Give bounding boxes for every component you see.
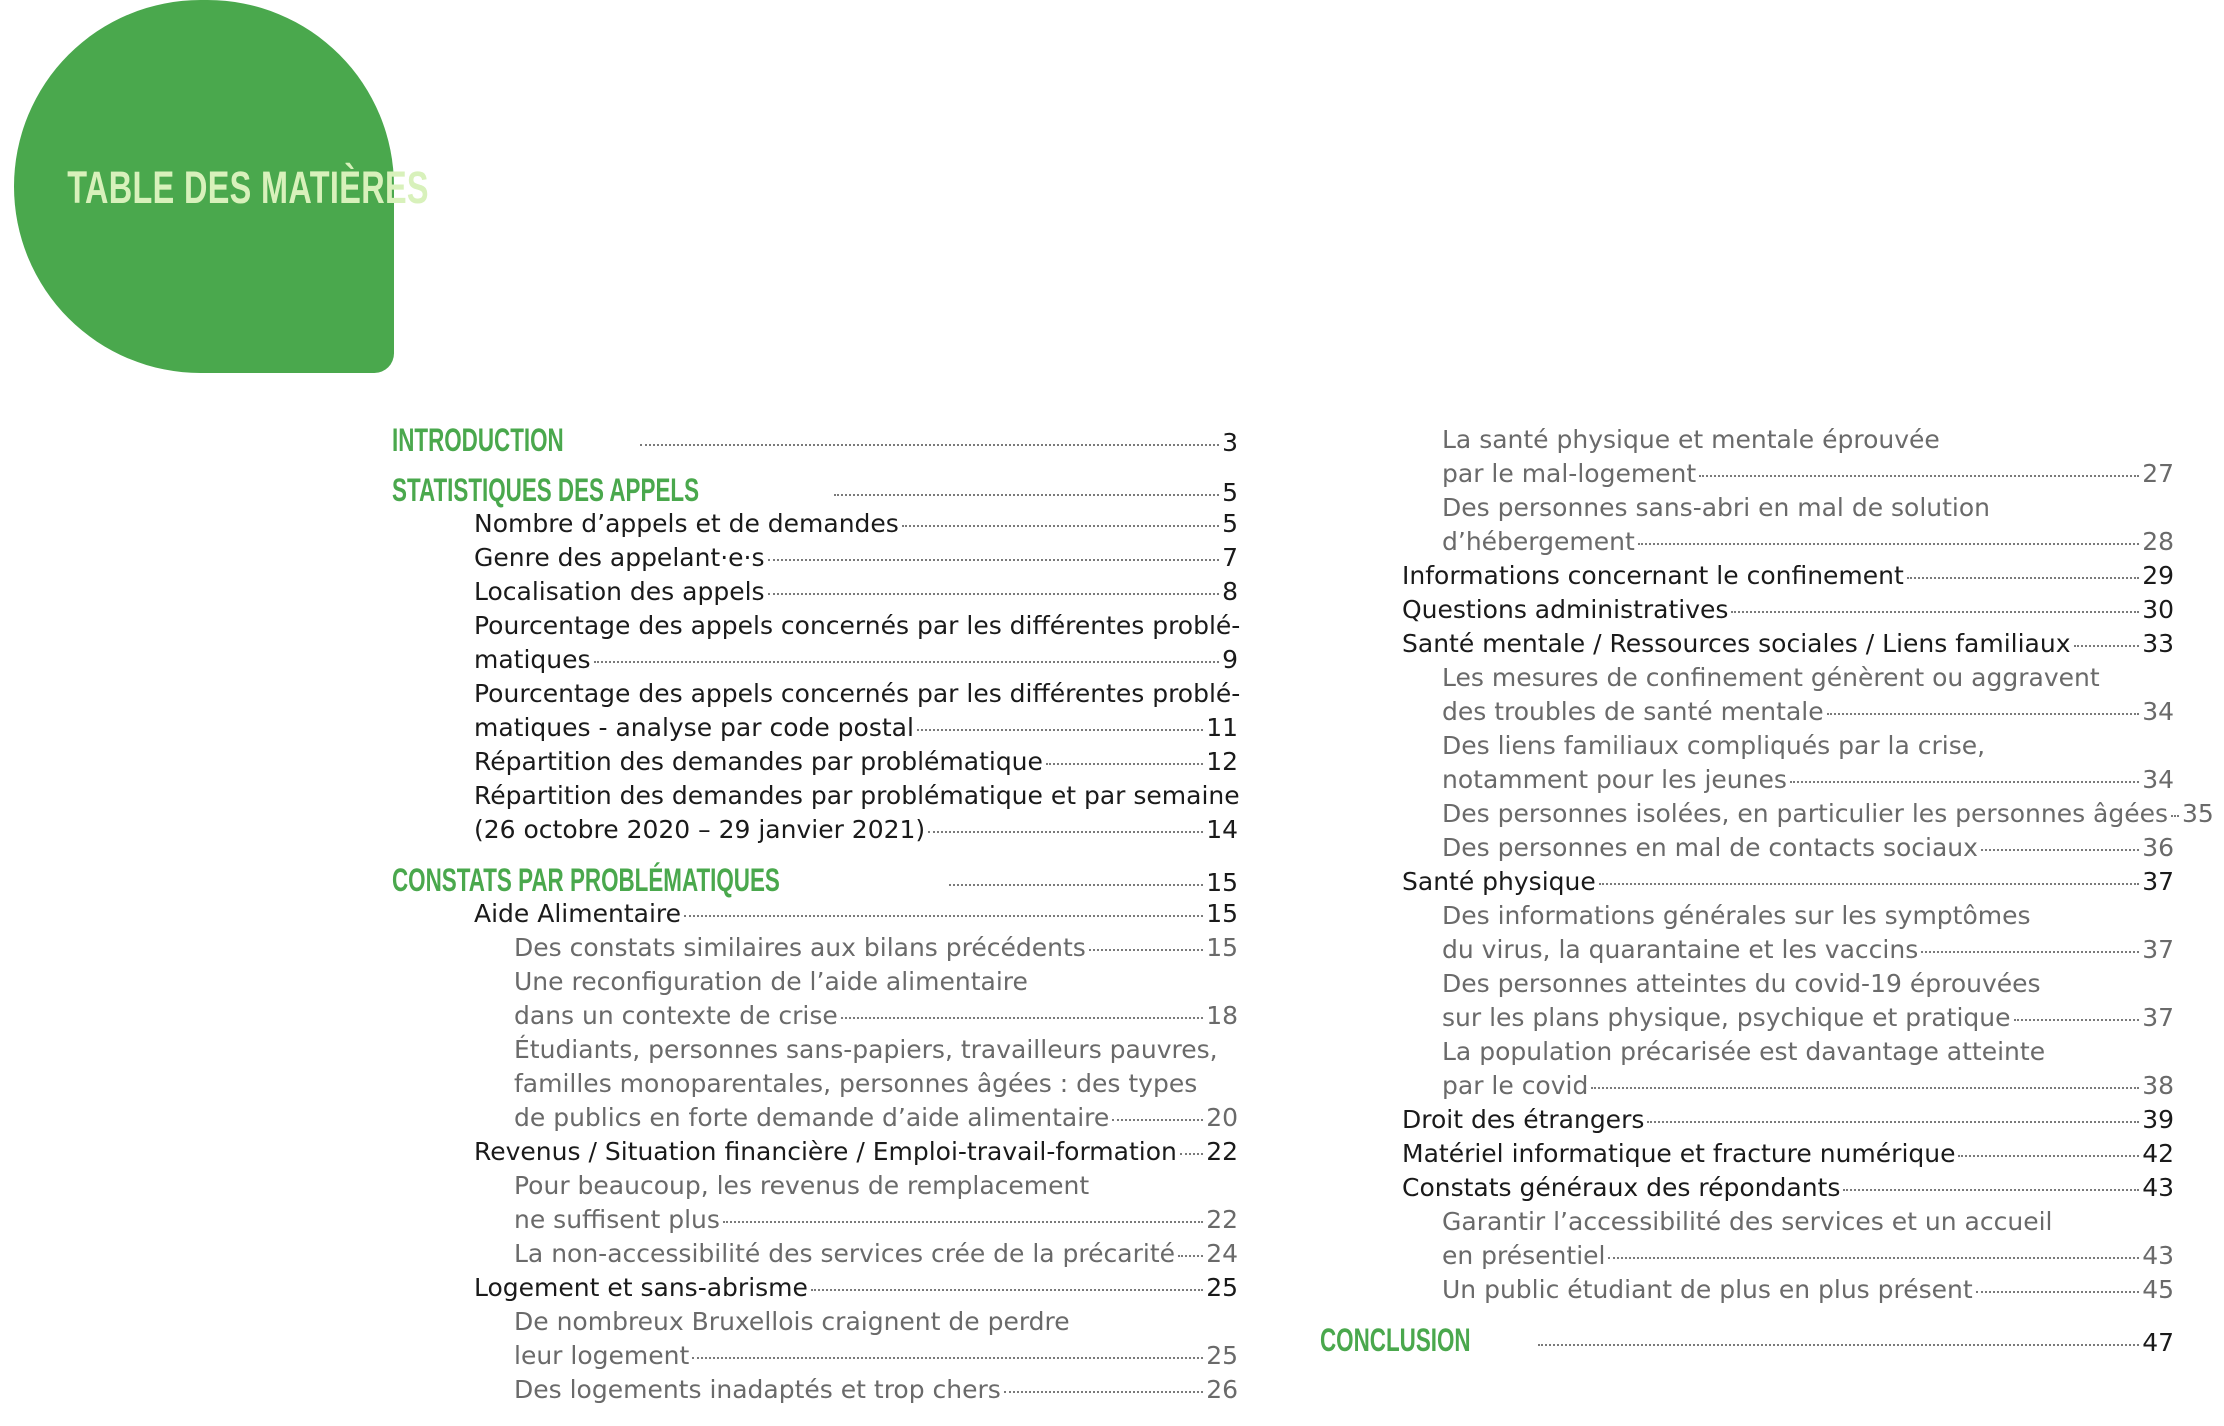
toc-entry-title: ne suffisent plus	[514, 1205, 720, 1234]
toc-subentry[interactable]	[1320, 797, 2214, 831]
toc-page-number: 18	[1206, 1001, 1238, 1030]
toc-entry-title: Nombre d’appels et de demandes	[474, 509, 899, 538]
toc-entry[interactable]	[392, 575, 1238, 609]
toc-page-number: 26	[1206, 1375, 1238, 1404]
toc-page-number: 34	[2142, 697, 2174, 726]
toc-entry-row	[1442, 1273, 2174, 1307]
toc-subentry[interactable]	[1320, 1273, 2174, 1307]
toc-entry-row	[1442, 525, 2174, 559]
dot-leader	[2074, 645, 2140, 647]
toc-entry[interactable]	[1320, 1103, 2174, 1137]
toc-page-number: 36	[2142, 833, 2174, 862]
toc-entry-row	[514, 931, 1238, 965]
toc-entry-row	[474, 813, 1238, 847]
toc-entry-text-line: Des personnes atteintes du covid-19 éprouvées	[1442, 969, 2041, 998]
dot-leader	[2014, 1019, 2140, 1021]
toc-page-number: 5	[1222, 478, 1238, 507]
toc-entry-text-line: Pourcentage des appels concernés par les différentes problé-	[474, 679, 1241, 708]
toc-page-number: 28	[2142, 527, 2174, 556]
toc-entry[interactable]	[1320, 627, 2174, 661]
dot-leader	[811, 1289, 1203, 1291]
toc-page-number: 7	[1222, 543, 1238, 572]
toc-section-heading[interactable]	[392, 863, 1238, 897]
toc-entry-row	[1402, 1103, 2174, 1137]
dot-leader	[1608, 1257, 2139, 1259]
dot-leader	[640, 444, 1219, 446]
toc-entry-text-line: Étudiants, personnes sans-papiers, travailleurs pauvres,	[514, 1035, 1218, 1064]
toc-entry-title: matiques - analyse par code postal	[474, 713, 914, 742]
toc-entry-row	[392, 473, 1238, 507]
toc-entry[interactable]	[392, 1135, 1238, 1169]
toc-entry-text-line: Des informations générales sur les symptômes	[1442, 901, 2031, 930]
toc-page-number: 12	[1206, 747, 1238, 776]
toc-subentry[interactable]	[392, 1373, 1238, 1407]
toc-page-number: 3	[1222, 428, 1238, 457]
toc-entry-row	[514, 1339, 1238, 1373]
dot-leader	[1180, 1153, 1203, 1155]
toc-entry-title: d’hébergement	[1442, 527, 1635, 556]
toc-entry-row	[1402, 1171, 2174, 1205]
toc-page-number: 15	[1206, 868, 1238, 897]
toc-entry-row	[514, 1101, 1238, 1135]
toc-page-number: 29	[2142, 561, 2174, 590]
toc-entry-title: Revenus / Situation financière / Emploi-travail-formation	[474, 1137, 1177, 1166]
toc-subentry[interactable]	[1320, 661, 2174, 729]
toc-page-number: 20	[1206, 1103, 1238, 1132]
toc-entry-row	[514, 1203, 1238, 1237]
toc-entry-title: Santé mentale / Ressources sociales / Liens familiaux	[1402, 629, 2071, 658]
dot-leader	[1827, 713, 2140, 715]
dot-leader	[692, 1357, 1203, 1359]
toc-entry-row	[474, 1271, 1238, 1305]
toc-entry-title: Genre des appelant·e·s	[474, 543, 765, 572]
dot-leader	[768, 593, 1220, 595]
toc-page-number: 45	[2142, 1275, 2174, 1304]
toc-entry-title: Des logements inadaptés et trop chers	[514, 1375, 1001, 1404]
toc-page-number: 43	[2142, 1241, 2174, 1270]
toc-page-number: 42	[2142, 1139, 2174, 1168]
dot-leader	[949, 884, 1203, 886]
toc-page-number: 14	[1206, 815, 1238, 844]
dot-leader	[1004, 1391, 1203, 1393]
dot-leader	[1699, 475, 2139, 477]
toc-page-number: 47	[2142, 1328, 2174, 1357]
toc-entry-row	[474, 541, 1238, 575]
toc-page-number: 27	[2142, 459, 2174, 488]
dot-leader	[928, 831, 1203, 833]
dot-leader	[841, 1017, 1203, 1019]
toc-page-number: 43	[2142, 1173, 2174, 1202]
toc-entry-text-line: Une reconfiguration de l’aide alimentaire	[514, 967, 1028, 996]
toc-page-number: 37	[2142, 935, 2174, 964]
toc-entry-title: par le covid	[1442, 1071, 1589, 1100]
toc-section-heading[interactable]	[392, 423, 1238, 457]
toc-column-right	[1320, 423, 2214, 1358]
toc-entry-title: matiques	[474, 645, 591, 674]
toc-subentry[interactable]	[1320, 491, 2174, 559]
dot-leader	[1843, 1189, 2139, 1191]
toc-entry-row	[1442, 457, 2174, 491]
toc-subentry[interactable]	[392, 1237, 1238, 1271]
toc-entry-row	[514, 1237, 1238, 1271]
dot-leader	[594, 661, 1220, 663]
toc-entry-row	[1402, 593, 2174, 627]
toc-subentry[interactable]	[392, 1033, 1238, 1135]
dot-leader	[1591, 1087, 2139, 1089]
toc-entry-title: Des personnes isolées, en particulier les personnes âgées	[1442, 799, 2169, 828]
dot-leader	[1907, 577, 2139, 579]
toc-entry-title: notamment pour les jeunes	[1442, 765, 1787, 794]
toc-entry[interactable]	[392, 677, 1241, 745]
dot-leader	[1599, 883, 2139, 885]
toc-subentry[interactable]	[1320, 831, 2174, 865]
dot-leader	[917, 729, 1203, 731]
toc-page-number: 24	[1206, 1239, 1238, 1268]
toc-entry-row	[392, 423, 1238, 457]
toc-entry-title: de publics en forte demande d’aide alimentaire	[514, 1103, 1110, 1132]
toc-entry-text-line: Pour beaucoup, les revenus de remplacement	[514, 1171, 1090, 1200]
toc-entry[interactable]	[392, 541, 1238, 575]
toc-page-number: 22	[1206, 1137, 1238, 1166]
toc-entry-title: CONCLUSION	[1320, 1322, 1471, 1358]
toc-entry-title: Des personnes en mal de contacts sociaux	[1442, 833, 1978, 862]
toc-page-number: 8	[1222, 577, 1238, 606]
toc-page-number: 33	[2142, 629, 2174, 658]
toc-entry-row	[1402, 627, 2174, 661]
dot-leader	[1089, 949, 1203, 951]
toc-page-number: 9	[1222, 645, 1238, 674]
toc-subentry[interactable]	[392, 931, 1238, 965]
toc-entry[interactable]	[392, 609, 1241, 677]
toc-entry-text-line: Pourcentage des appels concernés par les différentes problé-	[474, 611, 1241, 640]
toc-entry-text-line: La santé physique et mentale éprouvée	[1442, 425, 1940, 454]
toc-entry-row	[1442, 933, 2174, 967]
toc-entry-text-line: Des liens familiaux compliqués par la crise,	[1442, 731, 1986, 760]
toc-entry-title: Aide Alimentaire	[474, 899, 681, 928]
toc-entry-title: des troubles de santé mentale	[1442, 697, 1824, 726]
toc-entry-title: dans un contexte de crise	[514, 1001, 838, 1030]
toc-page-number: 35	[2182, 799, 2214, 828]
toc-entry-row	[1442, 763, 2174, 797]
toc-subentry[interactable]	[1320, 1205, 2174, 1273]
toc-entry[interactable]	[1320, 1137, 2174, 1171]
dot-leader	[1112, 1119, 1203, 1121]
toc-entry-text-line: Répartition des demandes par problématique et par semaine	[474, 781, 1240, 810]
toc-entry-text-line: Les mesures de confinement génèrent ou aggravent	[1442, 663, 2100, 692]
toc-entry-title: Répartition des demandes par problématique	[474, 747, 1043, 776]
toc-entry-row	[1402, 559, 2174, 593]
dot-leader	[1958, 1155, 2139, 1157]
dot-leader	[834, 494, 1220, 496]
toc-entry-title: La non-accessibilité des services crée de la précarité	[514, 1239, 1176, 1268]
toc-page-number: 38	[2142, 1071, 2174, 1100]
toc-page-number: 25	[1206, 1341, 1238, 1370]
toc-subentry[interactable]	[392, 1169, 1238, 1237]
toc-page-number: 37	[2142, 867, 2174, 896]
toc-subentry[interactable]	[1320, 729, 2174, 797]
toc-entry-title: Constats généraux des répondants	[1402, 1173, 1841, 1202]
toc-entry-row	[474, 711, 1238, 745]
toc-entry-title: Logement et sans-abrisme	[474, 1273, 808, 1302]
dot-leader	[902, 525, 1219, 527]
dot-leader	[1790, 781, 2139, 783]
dot-leader	[1731, 611, 2139, 613]
toc-entry-row	[514, 999, 1238, 1033]
dot-leader	[1921, 951, 2139, 953]
toc-entry-row	[474, 643, 1238, 677]
toc-subentry[interactable]	[1320, 423, 2174, 491]
toc-entry-row	[474, 745, 1238, 779]
toc-entry[interactable]	[1320, 559, 2174, 593]
toc-entry-title: sur les plans physique, psychique et pratique	[1442, 1003, 2011, 1032]
toc-entry-title: Santé physique	[1402, 867, 1596, 896]
toc-entry-row	[1442, 1239, 2174, 1273]
toc-entry-title: (26 octobre 2020 – 29 janvier 2021)	[474, 815, 926, 844]
toc-entry-row	[474, 1135, 1238, 1169]
toc-entry-row	[514, 1373, 1238, 1407]
toc-page-number: 30	[2142, 595, 2174, 624]
dot-leader	[723, 1221, 1203, 1223]
dot-leader	[1638, 543, 2139, 545]
toc-page-number: 37	[2142, 1003, 2174, 1032]
toc-entry-title: STATISTIQUES DES APPELS	[392, 472, 700, 508]
toc-entry-title: du virus, la quarantaine et les vaccins	[1442, 935, 1919, 964]
dot-leader	[1178, 1255, 1203, 1257]
toc-entry-row	[392, 863, 1238, 897]
toc-page-number: 25	[1206, 1273, 1238, 1302]
toc-entry[interactable]	[1320, 865, 2174, 899]
toc-entry-row	[1402, 865, 2174, 899]
toc-entry-row	[1402, 1137, 2174, 1171]
toc-entry-title: Localisation des appels	[474, 577, 765, 606]
toc-entry-row	[1320, 1323, 2174, 1357]
toc-entry[interactable]	[1320, 1171, 2174, 1205]
toc-entry-title: leur logement	[514, 1341, 690, 1370]
toc-entry-row	[1442, 1001, 2174, 1035]
toc-subentry[interactable]	[392, 1305, 1238, 1373]
toc-entry-text-line: Garantir l’accessibilité des services et un accueil	[1442, 1207, 2053, 1236]
toc-entry-row	[474, 507, 1238, 541]
toc-subentry[interactable]	[1320, 1035, 2174, 1103]
toc-page-number: 11	[1206, 713, 1238, 742]
dot-leader	[768, 559, 1220, 561]
toc-page-number: 5	[1222, 509, 1238, 538]
toc-section-heading[interactable]	[392, 473, 1238, 507]
toc-entry-row	[1442, 1069, 2174, 1103]
toc-page-number: 15	[1206, 899, 1238, 928]
toc-entry[interactable]	[392, 745, 1238, 779]
toc-subentry[interactable]	[1320, 899, 2174, 967]
dot-leader	[1647, 1121, 2139, 1123]
toc-section-heading[interactable]	[1320, 1323, 2174, 1357]
toc-entry[interactable]	[392, 1271, 1238, 1305]
toc-entry-row	[474, 897, 1238, 931]
toc-entry-text-line: De nombreux Bruxellois craignent de perdre	[514, 1307, 1070, 1336]
dot-leader	[1976, 1291, 2140, 1293]
toc-entry-title: INTRODUCTION	[392, 422, 564, 458]
dot-leader	[1981, 849, 2139, 851]
toc-entry-row	[1442, 831, 2174, 865]
toc-entry-title: CONSTATS PAR PROBLÉMATIQUES	[392, 862, 780, 898]
toc-entry-text-line: Des personnes sans-abri en mal de solution	[1442, 493, 1991, 522]
toc-entry-row	[1442, 797, 2214, 831]
page-title: TABLE DES MATIÈRES	[67, 162, 429, 213]
toc-subentry[interactable]	[1320, 967, 2174, 1035]
toc-entry-title: par le mal-logement	[1442, 459, 1697, 488]
toc-entry-title: Informations concernant le confinement	[1402, 561, 1904, 590]
toc-entry-title: Questions administratives	[1402, 595, 1729, 624]
toc-entry[interactable]	[392, 779, 1238, 847]
toc-page-number: 15	[1206, 933, 1238, 962]
toc-entry-title: Matériel informatique et fracture numérique	[1402, 1139, 1956, 1168]
toc-subentry[interactable]	[392, 965, 1238, 1033]
toc-entry[interactable]	[392, 897, 1238, 931]
dot-leader	[1046, 763, 1203, 765]
dot-leader	[1538, 1344, 2139, 1346]
dot-leader	[684, 915, 1203, 917]
toc-page-number: 39	[2142, 1105, 2174, 1134]
toc-entry[interactable]	[1320, 593, 2174, 627]
toc-entry-title: Un public étudiant de plus en plus présent	[1442, 1275, 1973, 1304]
toc-entry-text-line: familles monoparentales, personnes âgées : des types	[514, 1069, 1198, 1098]
toc-page-number: 34	[2142, 765, 2174, 794]
toc-entry-row	[1442, 695, 2174, 729]
toc-column-left	[392, 422, 1241, 1407]
toc-entry-row	[474, 575, 1238, 609]
toc-entry[interactable]	[392, 507, 1238, 541]
toc-entry-title: Des constats similaires aux bilans précédents	[514, 933, 1086, 962]
toc-entry-title: en présentiel	[1442, 1241, 1606, 1270]
dot-leader	[2171, 815, 2179, 817]
toc-entry-text-line: La population précarisée est davantage atteinte	[1442, 1037, 2046, 1066]
toc-entry-title: Droit des étrangers	[1402, 1105, 1645, 1134]
toc-page-number: 22	[1206, 1205, 1238, 1234]
